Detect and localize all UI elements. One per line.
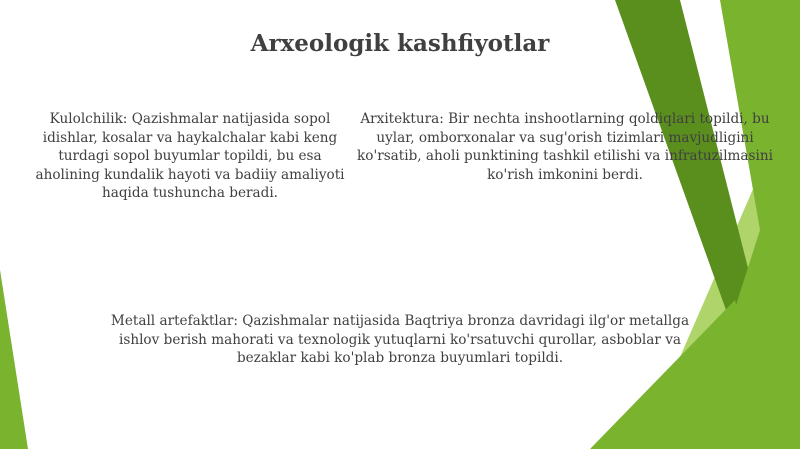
slide-title: Arxeologik kashfiyotlar [250,30,550,57]
left-green-sliver [0,270,28,449]
metal-artifacts-paragraph: Metall artefaktlar: Qazishmalar natijasida Baqtriya bronza davridagi ilg'or metallga ishlov berish mahorati va texnologik yutuqlarni ko'rsatuvchi qurollar, asboblar va bezaklar kabi ko'plab bronza buyumlari topildi. [110,313,690,366]
architecture-paragraph: Arxitektura: Bir nechta inshootlarning qoldiqlari topildi, bu uylar, omborxonalar va sug'orish tizimlari mavjudligini ko'rsatib, aholi punktining tashkil etilishi va infratuzilmasini ko'rish imkonini berdi. [357,111,773,183]
pottery-paragraph: Kulolchilik: Qazishmalar natijasida sopol idishlar, kosalar va haykalchalar kabi keng turdagi sopol buyumlar topildi, bu esa aholining kundalik hayoti va badiiy amaliyoti haqida tushuncha beradi. [35,111,345,201]
